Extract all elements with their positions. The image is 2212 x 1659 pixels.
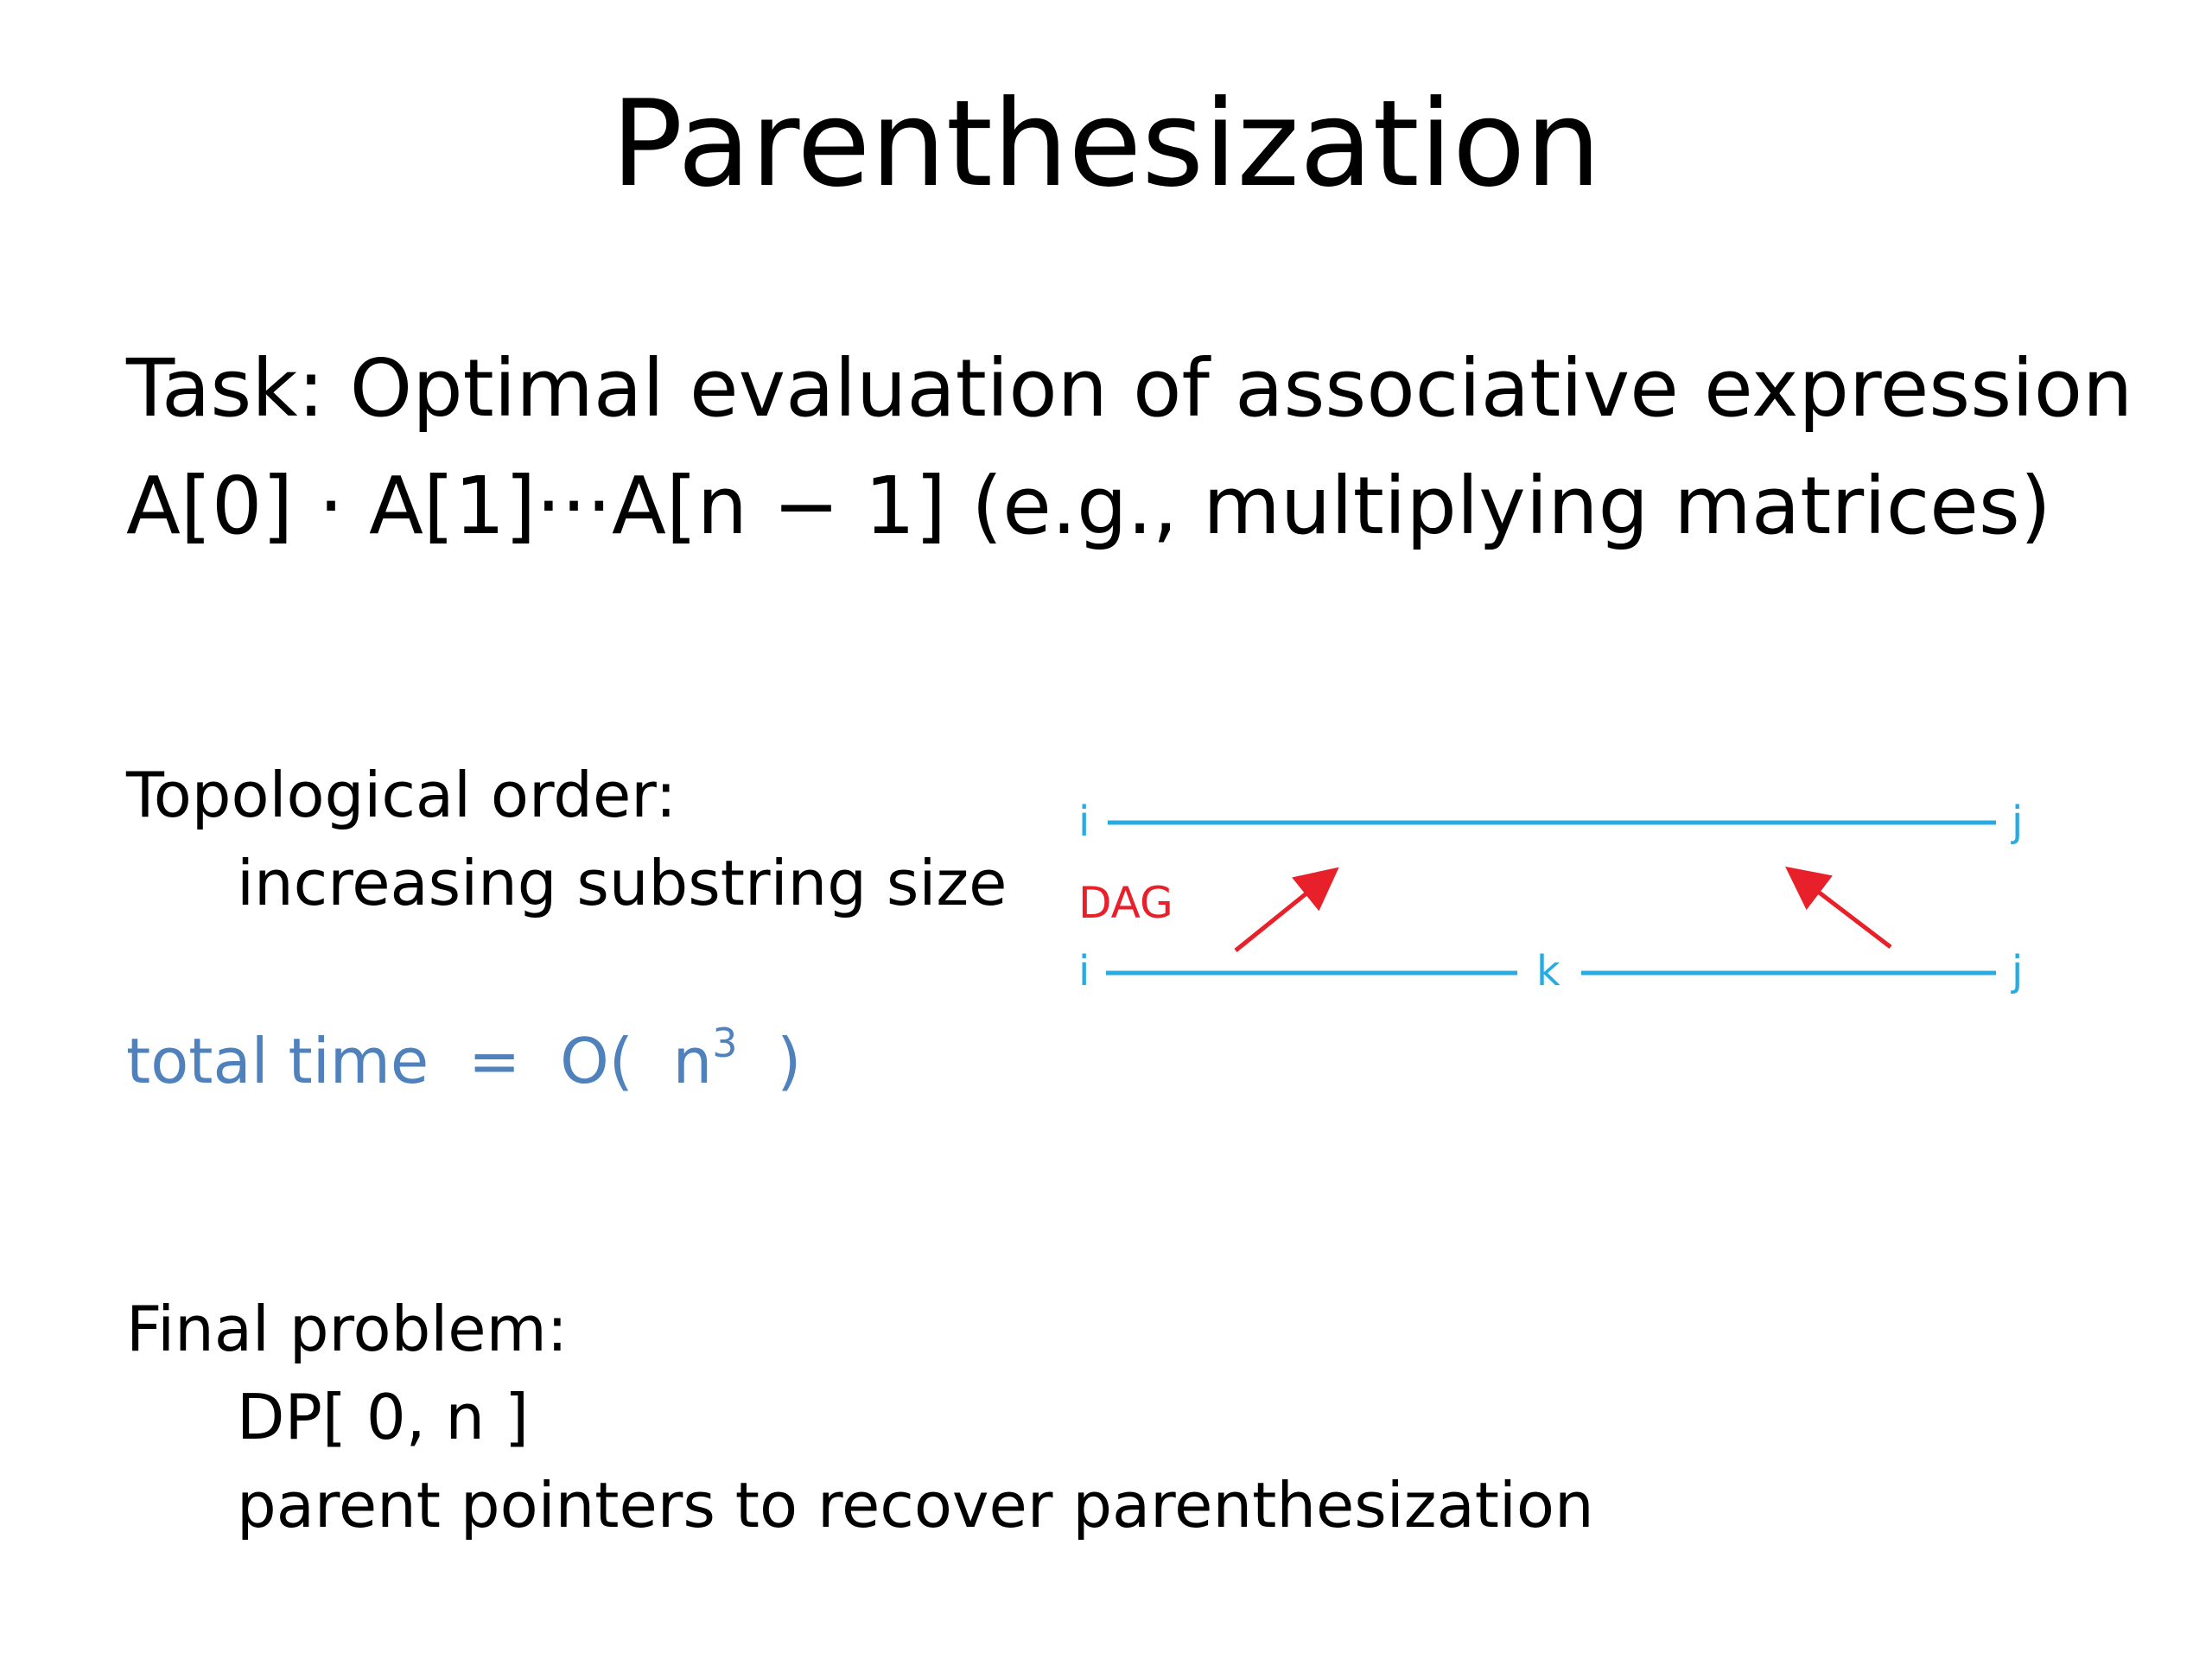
label-i-bottom: i (1078, 947, 1090, 995)
final-problem-item-dp: DP[ 0, n ] (237, 1381, 530, 1453)
final-problem-heading: Final problem: (126, 1293, 568, 1365)
dag-label: DAG (1078, 878, 1173, 928)
topological-order-detail: increasing substring size (237, 847, 1007, 919)
slide-title: Parenthesization (611, 74, 1601, 213)
task-line-1: Task: Optimal evaluation of associative expression (126, 342, 2133, 435)
label-j-top: j (2012, 798, 2024, 846)
topological-order-heading: Topological order: (126, 759, 677, 831)
label-i-top: i (1078, 798, 1090, 846)
task-line-2: A[0] · A[1]···A[n − 1] (e.g., multiplying matrices) (126, 460, 2051, 552)
total-time-formula (126, 1018, 801, 1104)
dag-diagram (1037, 778, 2074, 1037)
label-k: k (1536, 947, 1560, 995)
total-time-prefix: total time = O( n (126, 1025, 713, 1097)
label-j-bottom: j (2012, 947, 2024, 995)
total-time-exponent: 3 (712, 1020, 738, 1066)
arrow-left-subproblem (1236, 875, 1329, 950)
final-problem-item-pointers: parent pointers to recover parenthesization (237, 1469, 1594, 1541)
task-description (126, 330, 2133, 565)
arrow-right-subproblem (1796, 874, 1891, 947)
total-time-suffix: ) (737, 1025, 802, 1097)
